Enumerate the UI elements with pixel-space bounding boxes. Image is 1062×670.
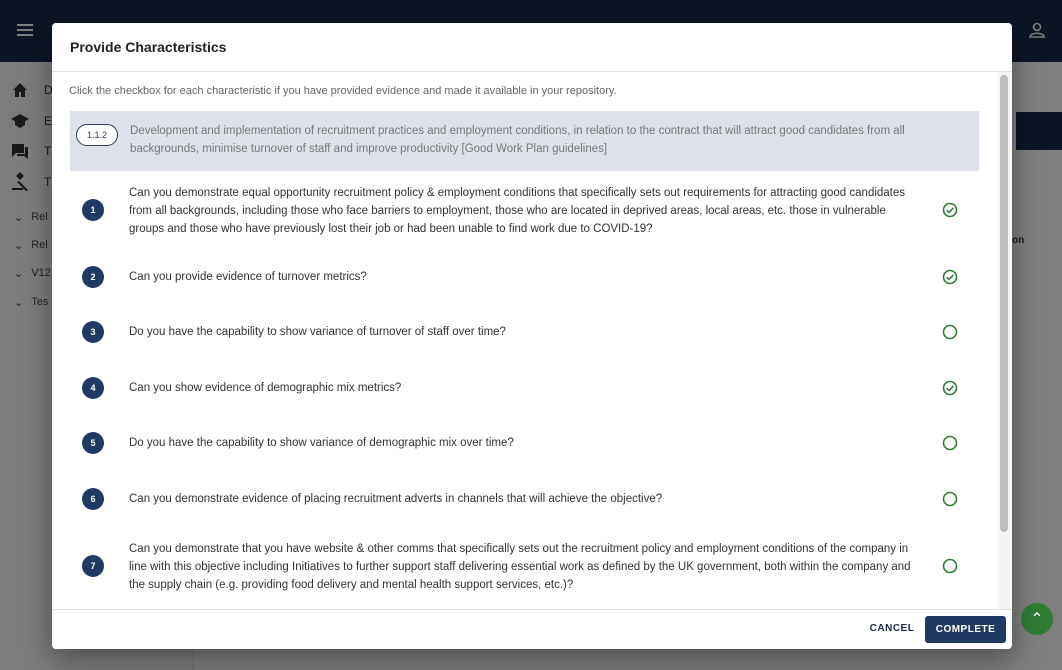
section-description: Development and implementation of recruitment practices and employment conditions, in relation to the contract that will attract good candidates from all backgrounds, minimise turnover of staff and improve productivity [Good Work Plan guidelines] (130, 125, 905, 155)
fab-button[interactable] (1021, 603, 1053, 635)
check-circle-icon[interactable] (942, 269, 958, 285)
question-text: Can you demonstrate that you have website & other comms that specifically sets out the recruitment policy and employment conditions of the company in line with this objective including Initiatives to further support staff delivering essential work as defined by the UK government, both within the company and the supply chain (e.g. providing food delivery and mental health support services, etc.)? (129, 543, 911, 591)
check-circle-icon[interactable] (942, 380, 958, 396)
characteristics-dialog (52, 23, 1012, 649)
empty-circle-icon[interactable] (942, 491, 958, 507)
question-number: 4 (82, 377, 104, 399)
question-row (70, 266, 979, 288)
question-number: 2 (82, 266, 104, 288)
question-text: Do you have the capability to show variance of demographic mix over time? (129, 437, 514, 449)
cancel-button[interactable]: CANCEL (869, 623, 915, 634)
question-text: Can you show evidence of demographic mix metrics? (129, 382, 402, 394)
instructions-text: Click the checkbox for each characteristic if you have provided evidence and made it available in your repository. (69, 85, 617, 97)
complete-button[interactable]: COMPLETE (925, 616, 1006, 643)
section-header (70, 111, 979, 171)
question-number: 3 (82, 321, 104, 343)
question-text: Can you provide evidence of turnover metrics? (129, 271, 367, 283)
question-text: Do you have the capability to show variance of turnover of staff over time? (129, 326, 506, 338)
dialog-title: Provide Characteristics (70, 39, 227, 55)
question-row (70, 321, 979, 343)
question-number: 5 (82, 432, 104, 454)
empty-circle-icon[interactable] (942, 435, 958, 451)
empty-circle-icon[interactable] (942, 324, 958, 340)
question-number: 6 (82, 488, 104, 510)
dialog-body[interactable] (52, 72, 1012, 609)
question-number: 7 (82, 555, 104, 577)
question-row (70, 538, 979, 596)
question-row (70, 182, 979, 240)
question-row (70, 488, 979, 510)
section-code-badge: 1.1.2 (76, 124, 118, 146)
scrollbar-thumb[interactable] (1000, 75, 1008, 532)
chevron-up-icon: ⌃ (1030, 611, 1044, 628)
question-text: Can you demonstrate equal opportunity recruitment policy & employment conditions that specifically sets out requirements for attracting good candidates from all backgrounds, including those who face barriers to employment, those who are located in deprived areas, local areas, etc. those in vulnerable groups and those who have previously lost their job or had been unable to find work due to COVID-19? (129, 187, 906, 235)
empty-circle-icon[interactable] (942, 558, 958, 574)
question-row (70, 377, 979, 399)
question-row (70, 432, 979, 454)
divider (52, 609, 1012, 610)
question-number: 1 (82, 199, 104, 221)
check-circle-icon[interactable] (942, 202, 958, 218)
question-text: Can you demonstrate evidence of placing recruitment adverts in channels that will achieve the objective? (129, 493, 663, 505)
